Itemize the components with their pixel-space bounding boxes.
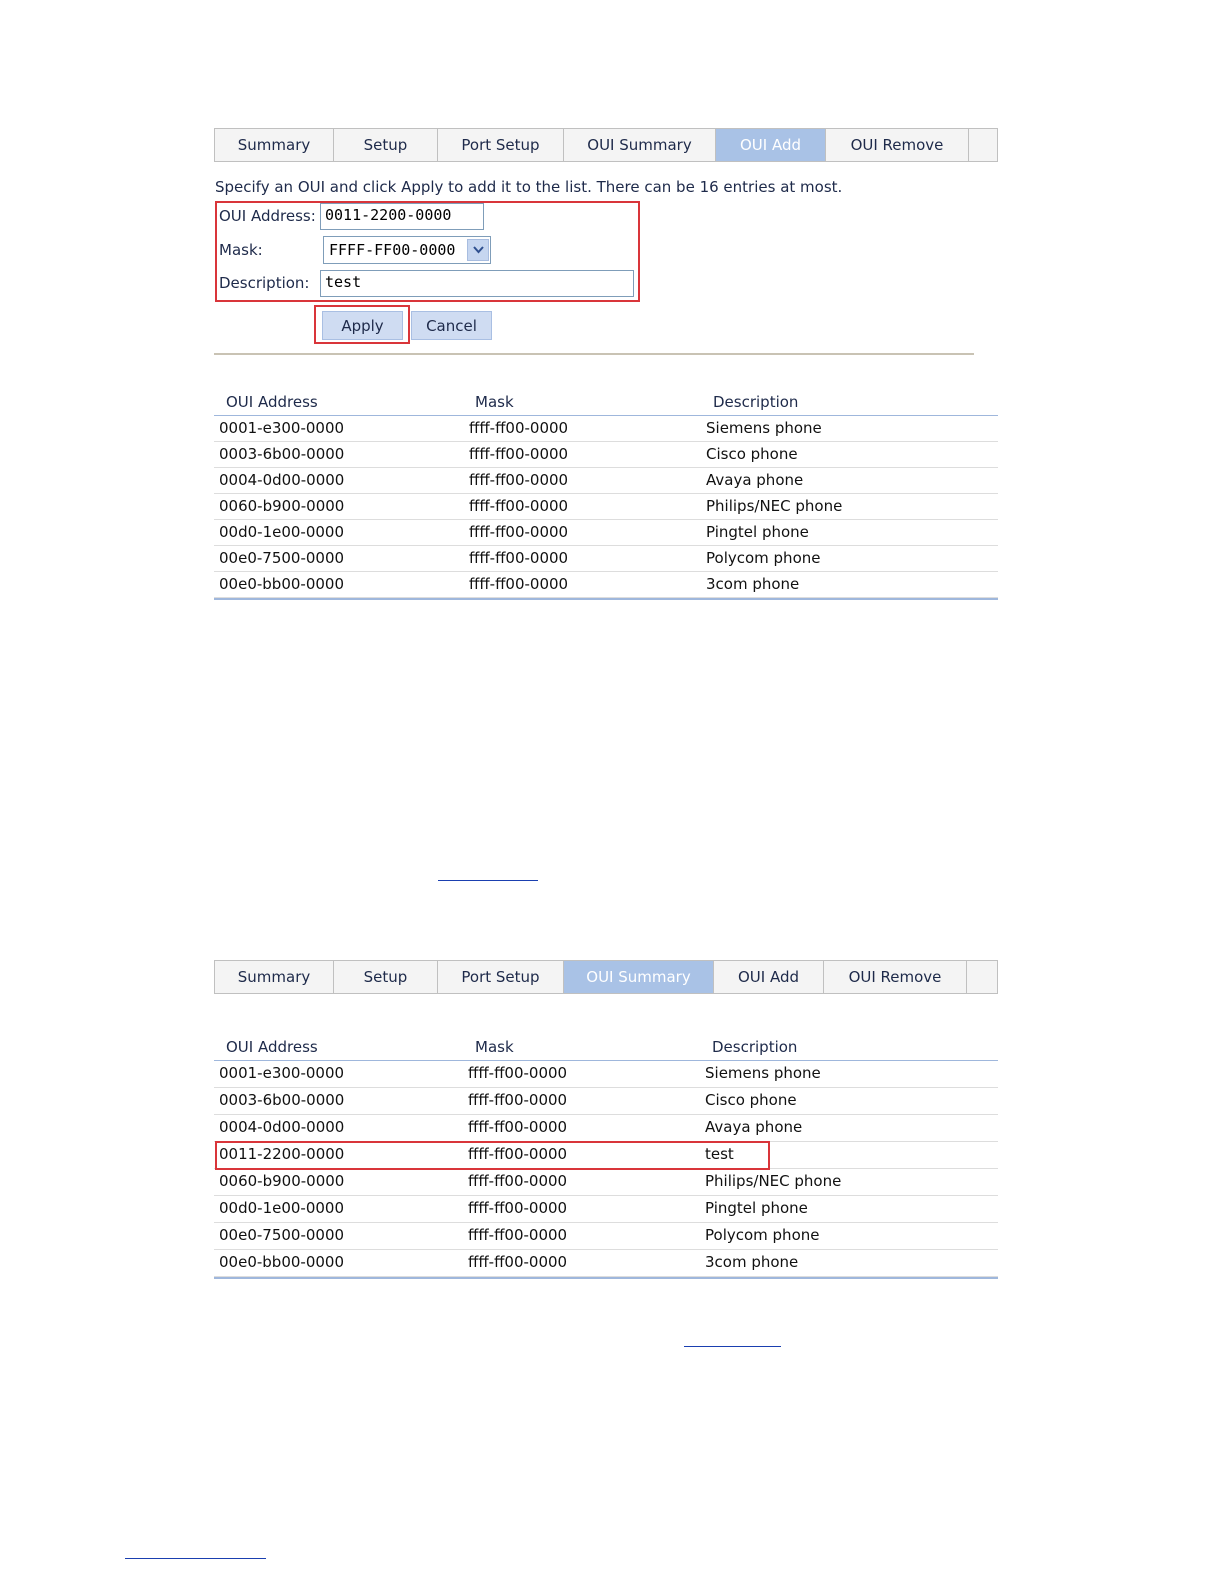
cell-mask: ffff-ff00-0000 (469, 445, 569, 463)
oui-address-label: OUI Address: (219, 207, 316, 225)
table-row (214, 546, 998, 572)
table-row (214, 1088, 998, 1115)
tab-oui-add[interactable]: OUI Add (714, 961, 824, 993)
cell-description: test (705, 1145, 734, 1163)
cell-mask: ffff-ff00-0000 (469, 575, 569, 593)
table-row (214, 468, 998, 494)
cell-description: Pingtel phone (705, 1199, 808, 1217)
cell-oui-address: 00d0-1e00-0000 (219, 523, 345, 541)
cell-oui-address: 00e0-bb00-0000 (219, 1253, 344, 1271)
table-body (214, 416, 998, 598)
cell-description: Polycom phone (706, 549, 821, 567)
instruction-text: Specify an OUI and click Apply to add it to the list. There can be 16 entries at most. (215, 178, 843, 196)
table-row (214, 1223, 998, 1250)
col-header-oui-address: OUI Address (226, 393, 318, 411)
tab-oui-add[interactable]: OUI Add (716, 129, 826, 161)
cell-oui-address: 00e0-bb00-0000 (219, 575, 344, 593)
cell-oui-address: 0011-2200-0000 (219, 1145, 345, 1163)
cell-description: Siemens phone (706, 419, 822, 437)
description-label: Description: (219, 274, 310, 292)
table-header (214, 1034, 998, 1060)
mask-label: Mask: (219, 241, 263, 259)
oui-address-input[interactable]: 0011-2200-0000 (320, 203, 484, 230)
cell-description: Siemens phone (705, 1064, 821, 1082)
col-header-oui-address: OUI Address (226, 1038, 318, 1056)
table-row (214, 1196, 998, 1223)
cell-oui-address: 00d0-1e00-0000 (219, 1199, 345, 1217)
tab-oui-summary[interactable]: OUI Summary (564, 961, 714, 993)
cell-description: Polycom phone (705, 1226, 820, 1244)
description-input[interactable]: test (320, 270, 634, 297)
cell-description: Pingtel phone (706, 523, 809, 541)
tab-port-setup[interactable]: Port Setup (438, 129, 564, 161)
form-separator (214, 353, 974, 355)
cell-mask: ffff-ff00-0000 (468, 1145, 568, 1163)
apply-button[interactable]: Apply (322, 311, 403, 340)
table-row (214, 494, 998, 520)
cell-oui-address: 00e0-7500-0000 (219, 1226, 345, 1244)
link-underline (438, 880, 538, 881)
table-row (214, 572, 998, 598)
tab-oui-summary[interactable]: OUI Summary (564, 129, 716, 161)
tab-port-setup[interactable]: Port Setup (438, 961, 564, 993)
cell-description: Cisco phone (706, 445, 798, 463)
cell-mask: ffff-ff00-0000 (468, 1253, 568, 1271)
cell-oui-address: 0060-b900-0000 (219, 497, 345, 515)
table-bottom-line (214, 598, 998, 600)
table-header (214, 389, 998, 415)
table-row (214, 442, 998, 468)
table-row (214, 1142, 998, 1169)
tab-oui-remove[interactable]: OUI Remove (826, 129, 969, 161)
tab-oui-remove[interactable]: OUI Remove (824, 961, 967, 993)
oui-table-bottom (214, 1034, 998, 1279)
tab-bar-bottom (214, 960, 998, 994)
cell-mask: ffff-ff00-0000 (469, 549, 569, 567)
cell-description: Avaya phone (705, 1118, 803, 1136)
mask-select[interactable] (323, 236, 491, 264)
cell-description: Avaya phone (706, 471, 804, 489)
col-header-description: Description (713, 393, 799, 411)
col-header-mask: Mask (475, 393, 514, 411)
table-row (214, 416, 998, 442)
tab-summary[interactable]: Summary (214, 129, 334, 161)
cell-mask: ffff-ff00-0000 (469, 471, 569, 489)
tab-summary[interactable]: Summary (214, 961, 334, 993)
cell-mask: ffff-ff00-0000 (468, 1226, 568, 1244)
table-row (214, 1115, 998, 1142)
link-underline (125, 1558, 266, 1559)
tab-bar-top (214, 128, 998, 162)
cell-oui-address: 0001-e300-0000 (219, 419, 345, 437)
cancel-button[interactable]: Cancel (411, 311, 492, 340)
cell-mask: ffff-ff00-0000 (468, 1091, 568, 1109)
cell-oui-address: 0003-6b00-0000 (219, 445, 345, 463)
table-row (214, 1250, 998, 1277)
chevron-down-icon[interactable] (467, 239, 489, 261)
cell-description: Cisco phone (705, 1091, 797, 1109)
cell-mask: ffff-ff00-0000 (468, 1172, 568, 1190)
cell-description: Philips/NEC phone (706, 497, 843, 515)
link-underline (684, 1346, 781, 1347)
cell-oui-address: 0003-6b00-0000 (219, 1091, 345, 1109)
tab-setup[interactable]: Setup (334, 129, 438, 161)
col-header-mask: Mask (475, 1038, 514, 1056)
cell-description: 3com phone (706, 575, 800, 593)
cell-mask: ffff-ff00-0000 (469, 523, 569, 541)
cell-oui-address: 0060-b900-0000 (219, 1172, 345, 1190)
tab-bar-filler (967, 961, 998, 993)
cell-mask: ffff-ff00-0000 (468, 1199, 568, 1217)
oui-table-top (214, 389, 998, 600)
cell-mask: ffff-ff00-0000 (468, 1118, 568, 1136)
cell-mask: ffff-ff00-0000 (468, 1064, 568, 1082)
table-bottom-line (214, 1277, 998, 1279)
mask-select-value: FFFF-FF00-0000 (329, 241, 456, 259)
table-row (214, 1169, 998, 1196)
cell-oui-address: 0001-e300-0000 (219, 1064, 345, 1082)
cell-oui-address: 0004-0d00-0000 (219, 1118, 345, 1136)
cell-oui-address: 0004-0d00-0000 (219, 471, 345, 489)
tab-bar-filler (969, 129, 998, 161)
cell-oui-address: 00e0-7500-0000 (219, 549, 345, 567)
cell-description: 3com phone (705, 1253, 799, 1271)
table-row (214, 1061, 998, 1088)
table-body (214, 1061, 998, 1277)
tab-setup[interactable]: Setup (334, 961, 438, 993)
cell-mask: ffff-ff00-0000 (469, 497, 569, 515)
cell-description: Philips/NEC phone (705, 1172, 842, 1190)
cell-mask: ffff-ff00-0000 (469, 419, 569, 437)
table-row (214, 520, 998, 546)
col-header-description: Description (712, 1038, 798, 1056)
